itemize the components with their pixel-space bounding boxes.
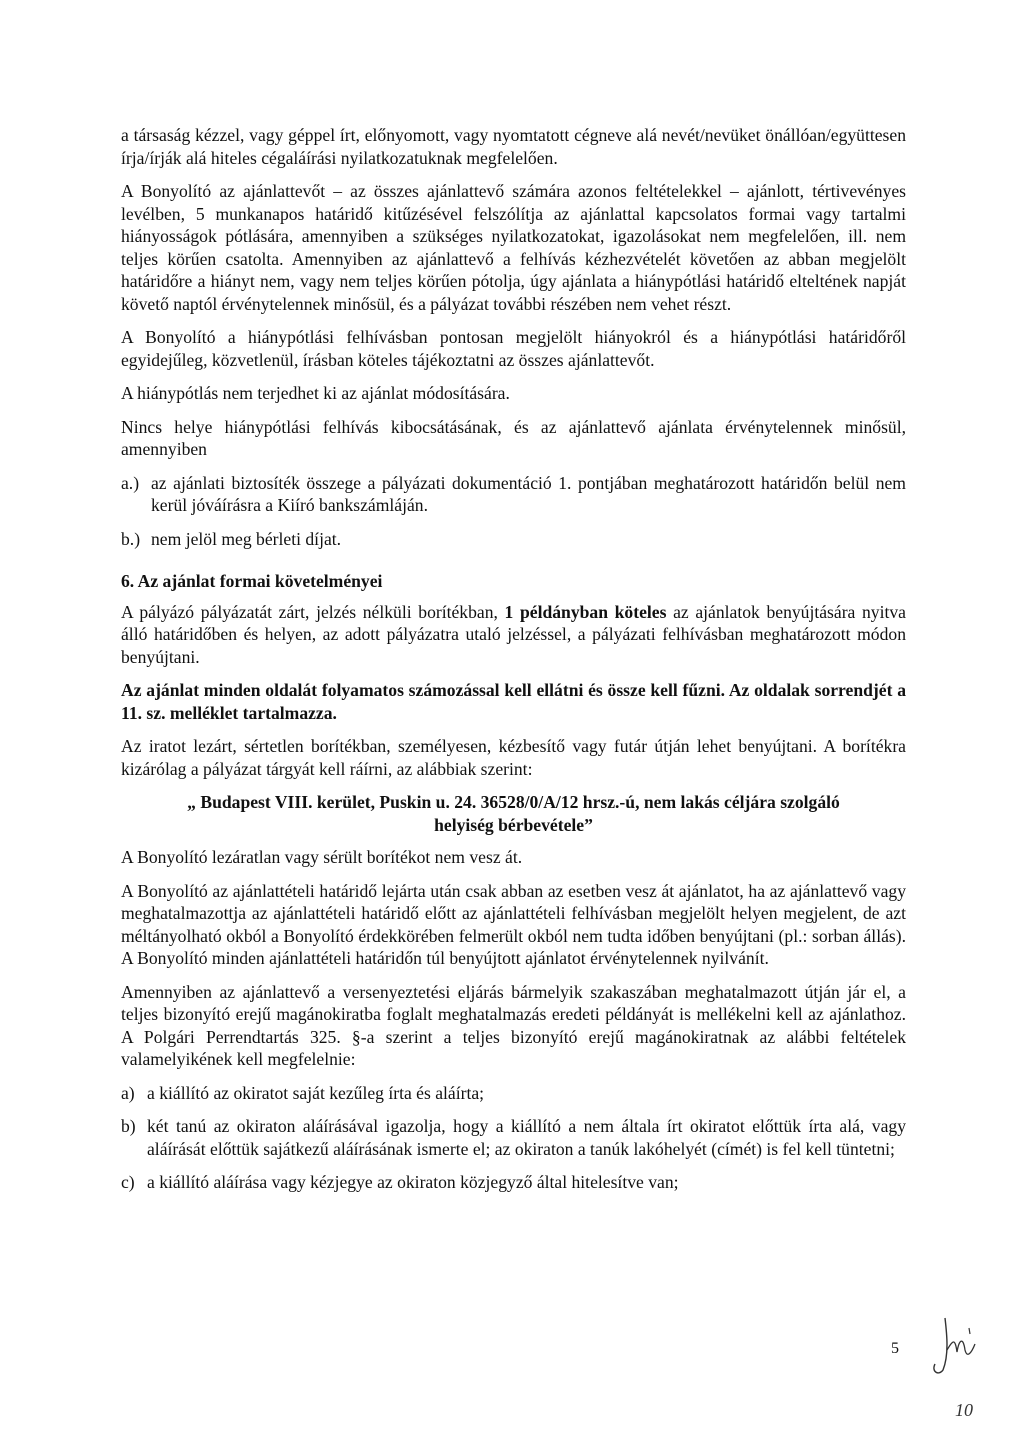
envelope-label-line: helyiség bérbevétele” bbox=[434, 814, 593, 835]
list-text: nem jelöl meg bérleti díjat. bbox=[151, 528, 342, 549]
list-item bbox=[121, 472, 906, 517]
list-marker: a) bbox=[121, 1082, 135, 1103]
paragraph-page-numbering: Az ajánlat minden oldalát folyamatos számozással kell ellátni és össze kell fűzni. Az oldalak sorrendjét a 11. sz. melléklet tartalmazza. bbox=[121, 680, 906, 723]
list-item bbox=[121, 528, 906, 551]
list-text: két tanú az okiraton aláírásával igazolja, hogy a kiállító a nem általa írt okiratot előttük írta alá, vagy aláírását előttük sajátkezű aláírásának ismerte el; az okiraton a tanúk lakóhelyét (címét) is fel kell tüntetni; bbox=[147, 1116, 906, 1159]
section-title: Az ajánlat formai követelményei bbox=[137, 571, 383, 591]
paragraph-no-deficiency-call: Nincs helye hiánypótlási felhívás kibocsátásának, és az ajánlattevő ajánlata érvénytelennek minősül, amennyiben bbox=[121, 416, 906, 459]
list-marker: c) bbox=[121, 1172, 135, 1192]
list-marker: b.) bbox=[121, 528, 141, 549]
paragraph-late-submission: A Bonyolító az ajánlattételi határidő lejárta után csak abban az esetben vesz át ajánlatot, ha az ajánlattevő vagy meghatalmazottja az ajánlattételi határidő előtt az ajánlattételi felhívásban megjelölt helyen megjelent, de azt méltányolható okból a Bonyolító érdekkörében felmerült okból nem tudta időben benyújtani (pl.: sorban állás). A Bonyolító minden ajánlattételi határidőn túl benyújtott ajánlatot érvénytelennek nyilvánít. bbox=[121, 880, 906, 968]
list-item bbox=[121, 1082, 906, 1105]
page-number: 5 bbox=[891, 1340, 899, 1357]
document-page bbox=[121, 124, 906, 1205]
list-text: a kiállító aláírása vagy kézjegye az okiraton közjegyző által hitelesítve van; bbox=[147, 1172, 679, 1192]
paragraph-damaged-envelope: A Bonyolító lezáratlan vagy sérült borítékot nem vesz át. bbox=[121, 847, 523, 867]
section-heading bbox=[121, 570, 906, 593]
envelope-label-title bbox=[121, 791, 906, 836]
paragraph-deficiency-notice: A Bonyolító az ajánlattevőt – az összes ajánlattevő számára azonos feltételekkel – ajánlott, tértivevényes levélben, 5 munkanapos határidő kitűzésével felszólítja az ajánlattal kapcsolatos formai vagy tartalmi hiányosságok pótlására, amennyiben a szükséges nyilatkozatokat, igazolásokat nem megfelelően, ill. nem teljes körűen csatolta. Amennyiben az ajánlattevő a felhívás kézhezvételét követően az abban megjelölt határidőre a hiányt nem, vagy nem teljes körűen pótolja, úgy ajánlata a hiánypótlási határidő elteltének napját követő naptól érvénytelennek minősül, és a pályázat további részében nem vehet részt. bbox=[121, 181, 906, 314]
text-run: A pályázó pályázatát zárt, jelzés nélküli borítékban, bbox=[121, 601, 505, 622]
list-marker: b) bbox=[121, 1116, 136, 1136]
list-marker: a.) bbox=[121, 472, 140, 493]
bold-run: 1 példányban köteles bbox=[504, 601, 667, 622]
handwritten-page-number: 10 bbox=[955, 1400, 973, 1420]
list-item bbox=[121, 1171, 906, 1194]
paragraph-no-modification: A hiánypótlás nem terjedhet ki az ajánlat módosítására. bbox=[121, 383, 510, 403]
list-item bbox=[121, 1115, 906, 1160]
handwritten-signature bbox=[925, 1310, 985, 1380]
text-run: az ajánlatok benyújtására nyitva álló határidőben és helyen, az adott pályázatra utaló jelzéssel, a pályázati felhívásban meghatározott módon benyújtani. bbox=[121, 601, 906, 667]
paragraph-deficiency-info: A Bonyolító a hiánypótlási felhívásban pontosan megjelölt hiányokról és a hiánypótlási határidőről egyidejűleg, közvetlenül, írásban köteles tájékoztatni az összes ajánlattevőt. bbox=[121, 327, 906, 370]
list-text: a kiállító az okiratot saját kezűleg írta és aláírta; bbox=[147, 1082, 485, 1103]
paragraph-signature-rule: a társaság kézzel, vagy géppel írt, előnyomott, vagy nyomtatott cégneve alá nevét/nevüket önállóan/együttesen írja/írják alá hiteles cégaláírási nyilatkozatuknak megfelelően. bbox=[121, 125, 906, 168]
envelope-label-line: „ Budapest VIII. kerület, Puskin u. 24. 36528/0/A/12 hrsz.-ú, nem lakás céljára szolgáló bbox=[187, 792, 840, 812]
paragraph-envelope-label: Az iratot lezárt, sértetlen borítékban, személyesen, kézbesítő vagy futár útján lehet benyújtani. A borítékra kizárólag a pályázat tárgyát kell ráírni, az alábbiak szerint: bbox=[121, 736, 906, 779]
list-text: az ajánlati biztosíték összege a pályázati dokumentáció 1. pontjában meghatározott határidőn belül nem kerül jóváírásra a Kiíró bankszámláján. bbox=[151, 472, 906, 515]
paragraph-authorization: Amennyiben az ajánlattevő a versenyeztetési eljárás bármelyik szakaszában meghatalmazott útján jár el, a teljes bizonyító erejű magánokiratba foglalt meghatalmazás eredeti példányát is mellékelni kell az ajánlathoz. A Polgári Perrendtartás 325. §-a szerint a teljes bizonyító erejű magánokiratnak az alábbi feltételek valamelyikének kell megfelelnie: bbox=[121, 981, 906, 1069]
paragraph-envelope-submission bbox=[121, 601, 906, 669]
section-number: 6. bbox=[121, 571, 135, 591]
